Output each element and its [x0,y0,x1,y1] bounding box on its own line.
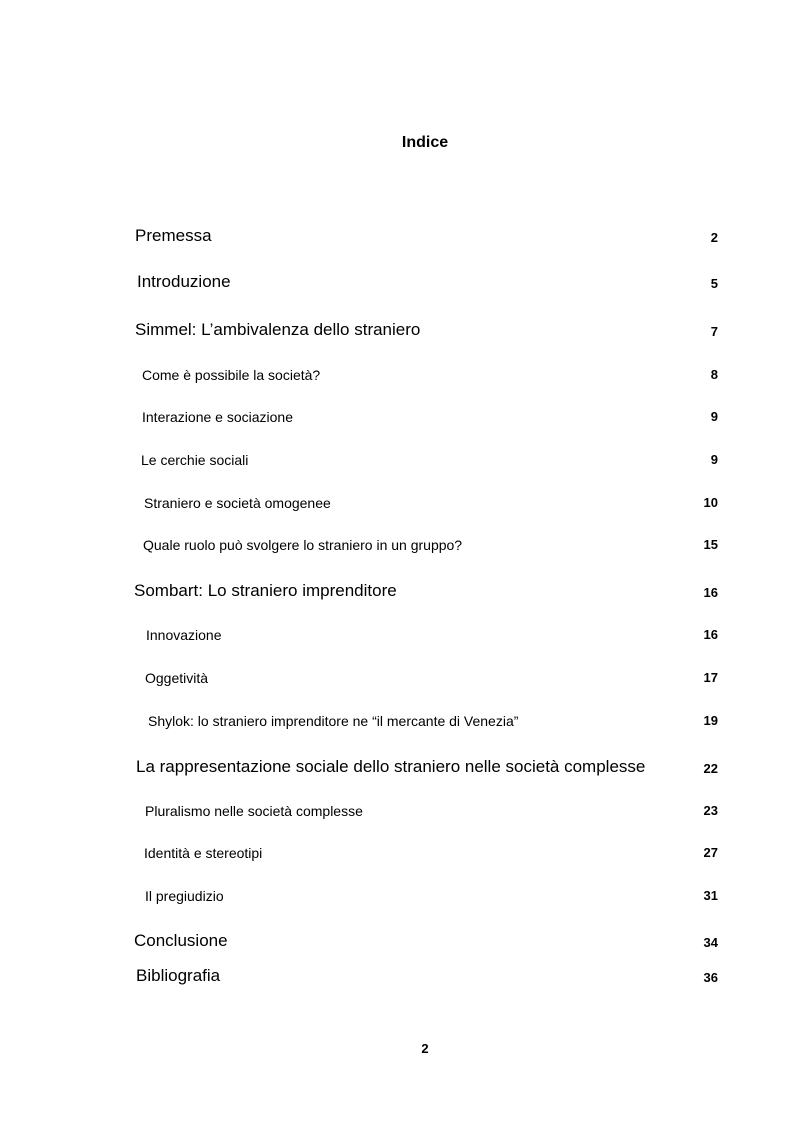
toc-entry-page: 23 [703,803,718,818]
toc-entry-rappresentazione-sociale [0,757,794,779]
toc-entry-simmel [0,320,794,342]
toc-entry-page: 16 [703,585,718,600]
toc-entry-cerchie-sociali [0,452,794,474]
toc-entry-come-e-possibile [0,367,794,389]
toc-entry-introduzione [0,272,794,294]
toc-entry-page: 34 [703,935,718,950]
toc-entry-page: 17 [703,670,718,685]
toc-entry-page: 2 [710,230,718,245]
toc-entry-identita-stereotipi [0,845,794,867]
toc-entry-innovazione [0,627,794,649]
toc-entry-oggetivita [0,670,794,692]
toc-entry-label: Shylok: lo straniero imprenditore ne “il mercante di Venezia” [148,713,519,729]
toc-entry-quale-ruolo [0,537,794,559]
toc-entry-page: 5 [710,276,718,291]
toc-entry-label: Bibliografia [136,966,221,985]
page-number: 2 [421,1041,429,1056]
toc-entry-label: Interazione e sociazione [142,409,293,425]
toc-entry-straniero-societa-omogenee [0,495,794,517]
toc-entry-label: Come è possibile la società? [142,367,321,383]
toc-entry-page: 9 [710,409,718,424]
toc-entry-label: Identità e stereotipi [144,845,263,861]
toc-entry-page: 15 [703,537,718,552]
toc-entry-page: 9 [710,452,718,467]
toc-entry-label: Conclusione [134,931,228,950]
toc-entry-page: 19 [703,713,718,728]
toc-entry-interazione [0,409,794,431]
toc-entry-label: Il pregiudizio [145,888,224,904]
toc-entry-label: Straniero e società omogenee [144,495,331,511]
toc-entry-page: 16 [703,627,718,642]
toc-entry-label: Quale ruolo può svolgere lo straniero in un gruppo? [143,537,463,553]
toc-entry-page: 31 [703,888,718,903]
toc-entry-label: Premessa [135,226,212,245]
toc-entry-label: Simmel: L’ambivalenza dello straniero [135,320,421,339]
toc-entry-label: Sombart: Lo straniero imprenditore [134,581,397,600]
toc-entry-bibliografia [0,966,794,988]
toc-entry-page: 27 [703,845,718,860]
toc-entry-label: Introduzione [137,272,231,291]
toc-entry-page: 36 [703,970,718,985]
toc-entry-shylok [0,713,794,735]
toc-entry-page: 22 [703,761,718,776]
toc-entry-pluralismo [0,803,794,825]
toc-entry-page: 8 [710,367,718,382]
page-title: Indice [401,134,449,151]
toc-entry-page: 10 [703,495,718,510]
toc-entry-label: Pluralismo nelle società complesse [145,803,363,819]
toc-entry-pregiudizio [0,888,794,910]
toc-entry-page: 7 [710,324,718,339]
toc-entry-conclusione [0,931,794,953]
toc-entry-label: Le cerchie sociali [141,452,249,468]
toc-entry-label: Innovazione [146,627,222,643]
toc-entry-label: La rappresentazione sociale dello straniero nelle società complesse [136,757,646,776]
toc-entry-premessa [0,226,794,248]
toc-entry-sombart [0,581,794,603]
toc-entry-label: Oggetività [145,670,209,686]
